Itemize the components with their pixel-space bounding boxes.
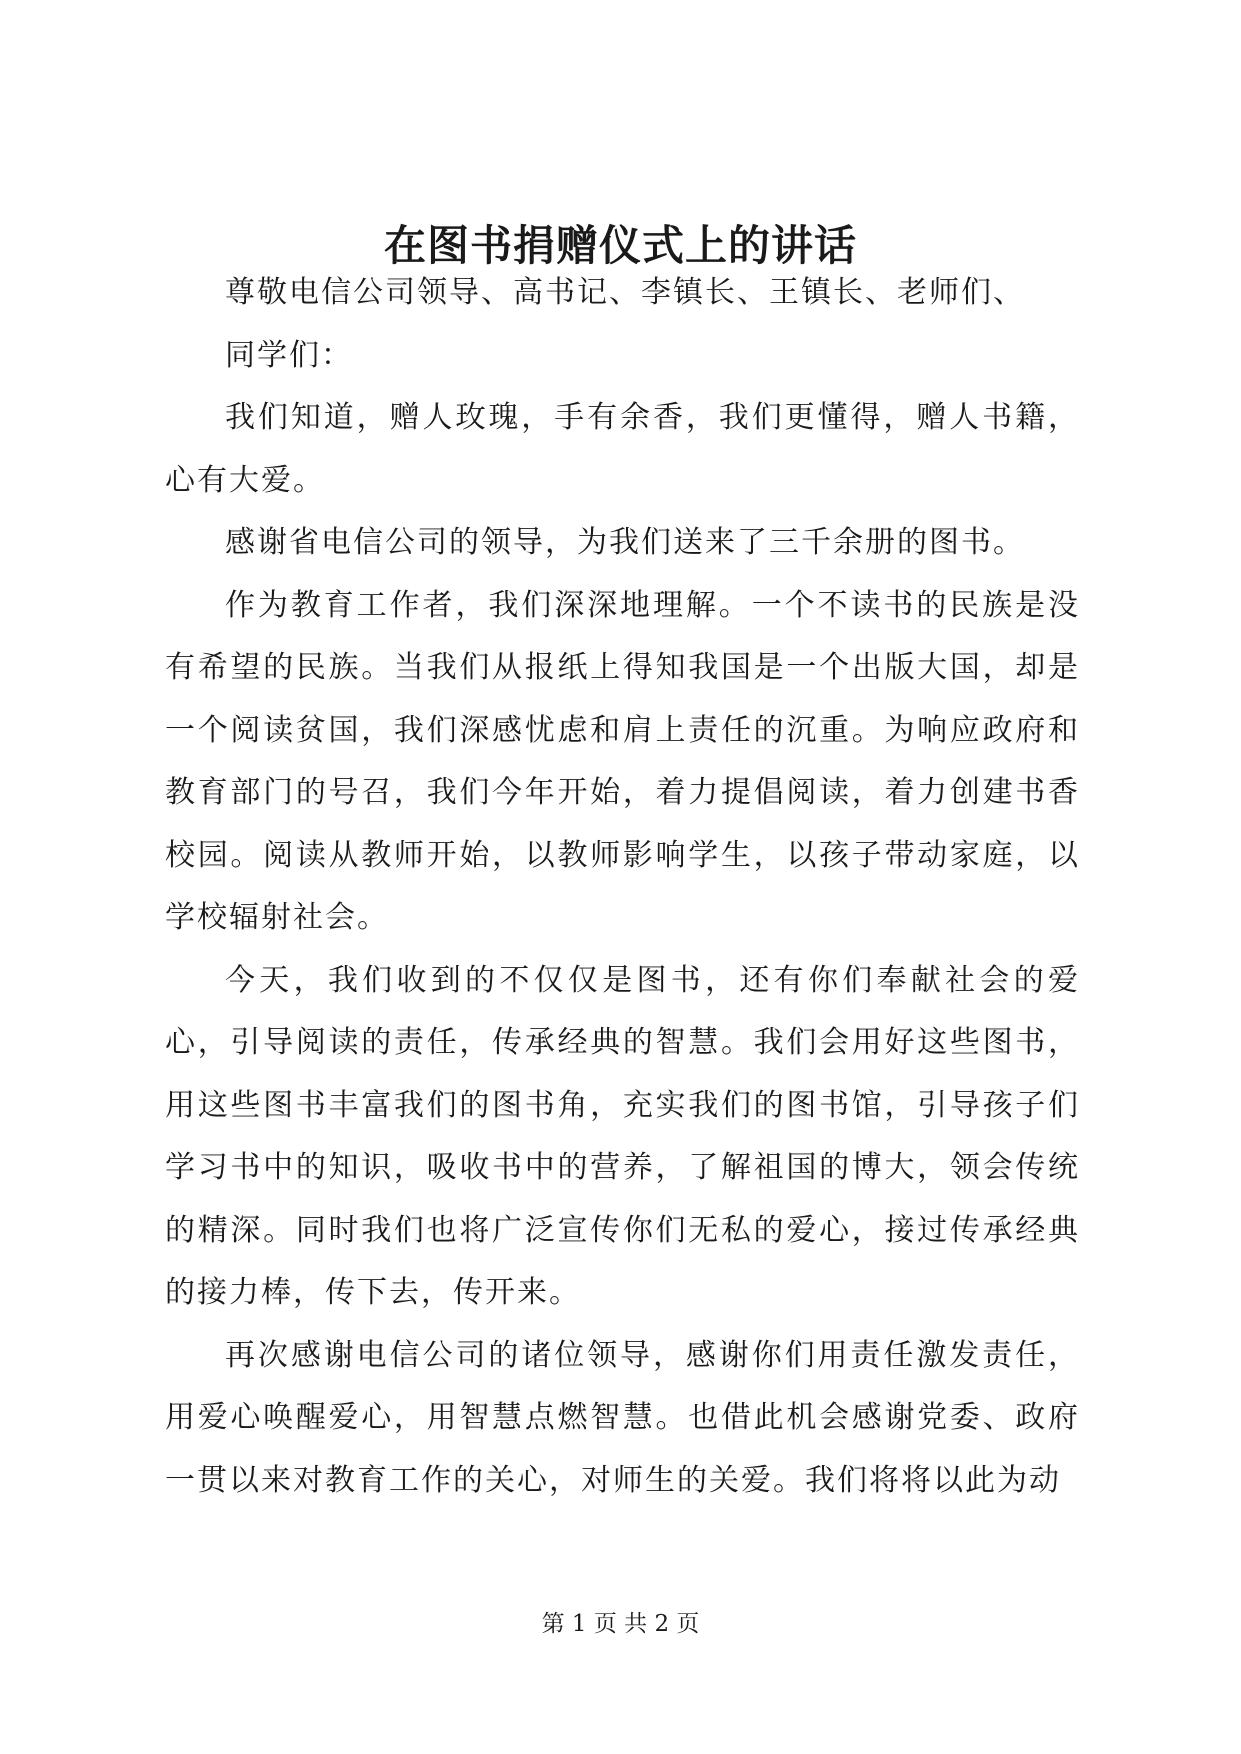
- document-title: 在图书捐赠仪式上的讲话: [383, 221, 857, 270]
- salutation-line-2: 同学们：: [225, 337, 353, 373]
- paragraph: 我们知道，赠人玫瑰，手有余香，我们更懂得，赠人书籍，心有大爱。: [165, 400, 1080, 498]
- paragraph: 感谢省电信公司的领导，为我们送来了三千余册的图书。: [225, 525, 1025, 560]
- paragraph: 作为教育工作者，我们深深地理解。一个不读书的民族是没有希望的民族。当我们从报纸上得知我国是一个出版大国，却是一个阅读贫国，我们深感忧虑和肩上责任的沉重。为响应政府和教育部门的号召，我们今年开始，着力提倡阅读，着力创建书香校园。阅读从教师开始，以教师影响学生，以孩子带动家庭，以学校辐射社会。: [165, 587, 1080, 935]
- salutation-line-1: 尊敬电信公司领导、高书记、李镇长、王镇长、老师们、: [225, 275, 1025, 310]
- document-body: [165, 262, 1080, 1512]
- paragraph: 再次感谢电信公司的诸位领导，感谢你们用责任激发责任，用爱心唤醒爱心，用智慧点燃智慧。也借此机会感谢党委、政府一贯以来对教育工作的关心，对师生的关爱。我们将将以此为动: [165, 1337, 1080, 1498]
- paragraph: 今天，我们收到的不仅仅是图书，还有你们奉献社会的爱心，引导阅读的责任，传承经典的智慧。我们会用好这些图书，用这些图书丰富我们的图书角，充实我们的图书馆，引导孩子们学习书中的知识，吸收书中的营养，了解祖国的博大，领会传统的精深。同时我们也将广泛宣传你们无私的爱心，接过传承经典的接力棒，传下去，传开来。: [165, 962, 1080, 1310]
- page-number: 第 1 页 共 2 页: [541, 1611, 700, 1637]
